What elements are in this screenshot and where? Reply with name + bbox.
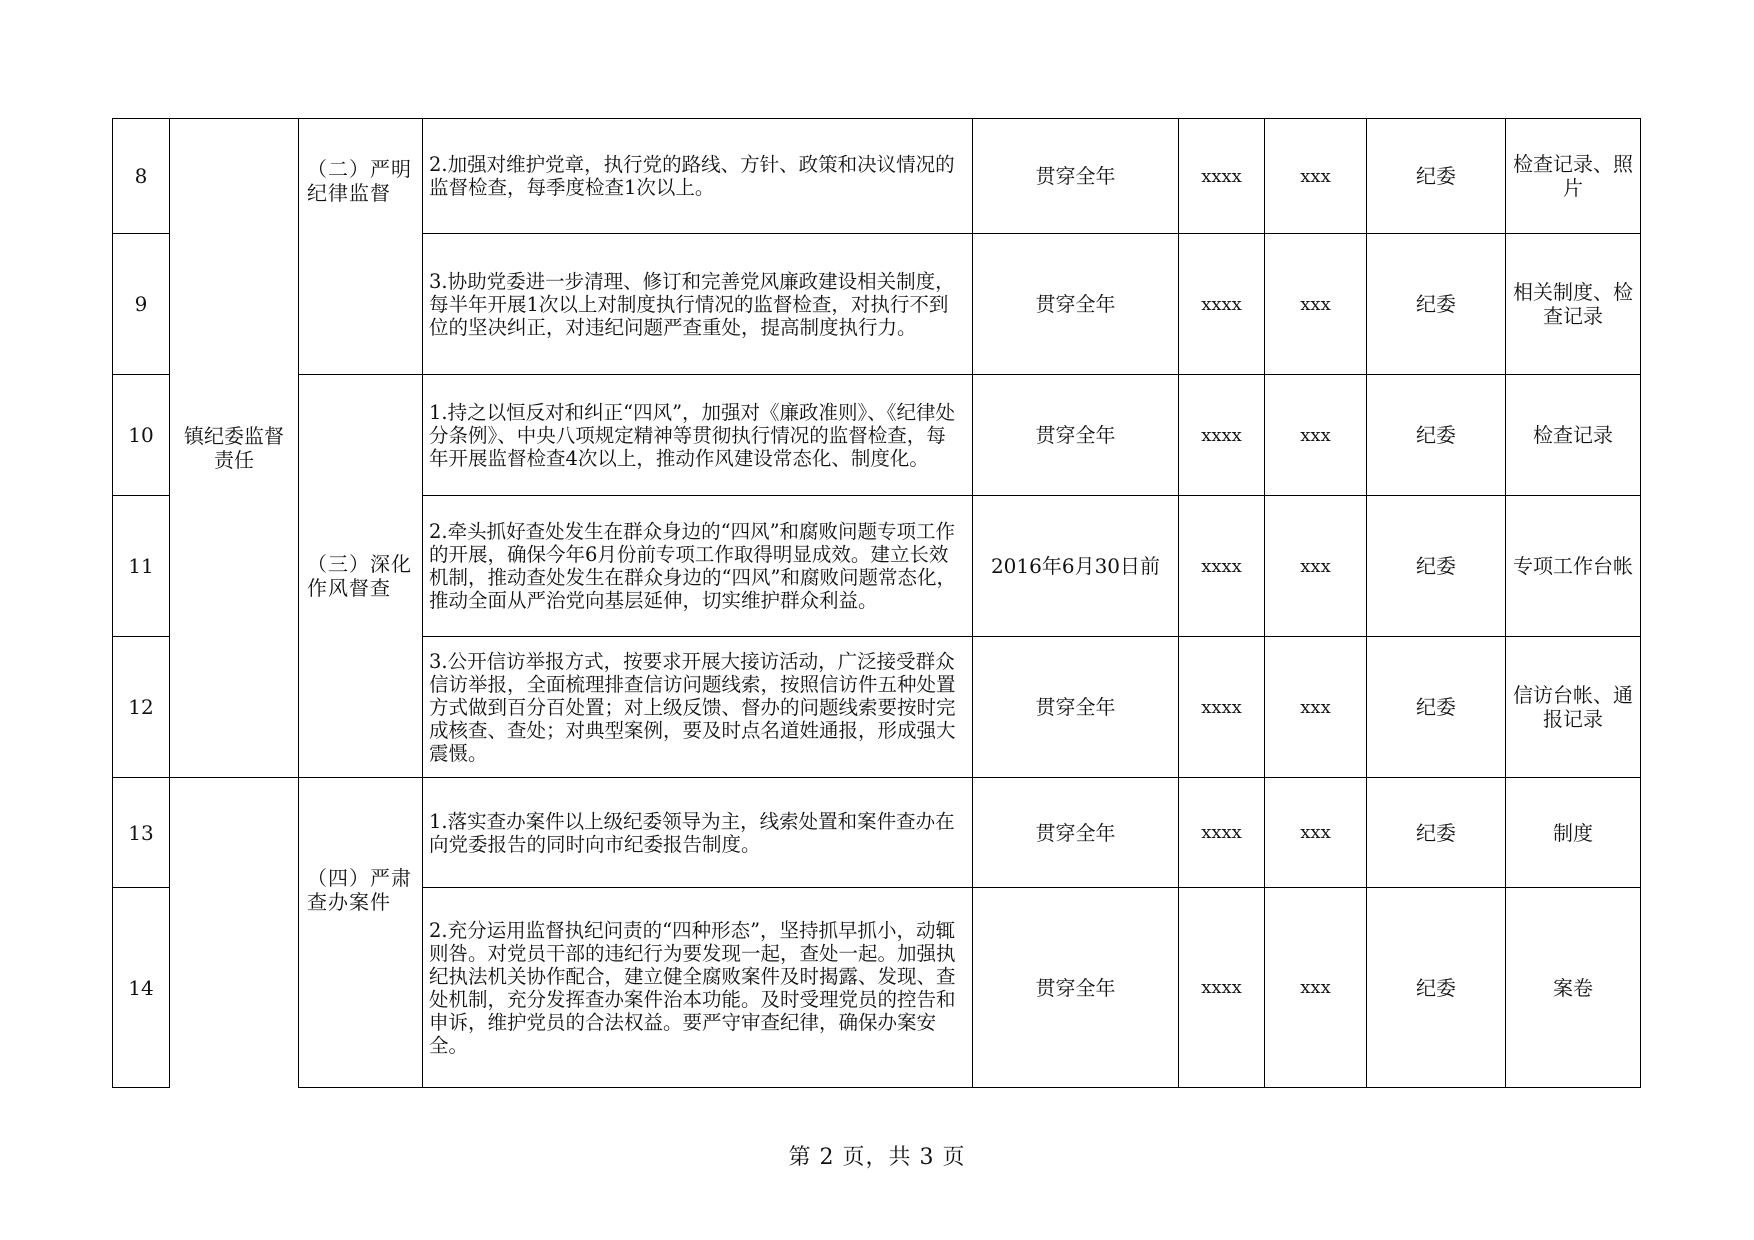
subcategory-label: （三）深化作风督查 [307, 552, 412, 600]
task-cell: 1.落实查办案件以上级纪委领导为主，线索处置和案件查办在向党委报告的同时向市纪委报告制度。 [423, 778, 973, 888]
page-footer: 第 2 页，共 3 页 [788, 1145, 966, 1170]
row-number: 8 [113, 119, 170, 234]
subcategory-label: （四）严肃查办案件 [307, 865, 412, 914]
lead-cell: xxxx [1179, 375, 1265, 496]
owner-cell: xxx [1265, 119, 1367, 234]
department-cell: 纪委 [1367, 375, 1506, 496]
category-blank-cell [170, 778, 299, 1088]
lead-cell: xxxx [1179, 234, 1265, 375]
proof-cell: 检查记录 [1506, 375, 1641, 496]
lead-cell: xxxx [1179, 119, 1265, 234]
time-cell: 贯穿全年 [973, 888, 1179, 1088]
task-cell: 3.公开信访举报方式，按要求开展大接访活动，广泛接受群众信访举报，全面梳理排查信访问题线索，按照信访件五种处置方式做到百分百处置；对上级反馈、督办的问题线索要按时完成核查、查处；对典型案例，要及时点名道姓通报，形成强大震慑。 [423, 637, 973, 778]
subcategory-cell [299, 778, 423, 1088]
duty-table [112, 118, 1641, 1088]
department-cell: 纪委 [1367, 119, 1506, 234]
lead-cell: xxxx [1179, 637, 1265, 778]
lead-cell: xxxx [1179, 888, 1265, 1088]
lead-cell: xxxx [1179, 778, 1265, 888]
task-cell: 2.牵头抓好查处发生在群众身边的“四风”和腐败问题专项工作的开展，确保今年6月份前专项工作取得明显成效。建立长效机制，推动查处发生在群众身边的“四风”和腐败问题常态化，推动全面从严治党向基层延伸，切实维护群众利益。 [423, 496, 973, 637]
department-cell: 纪委 [1367, 637, 1506, 778]
proof-cell: 案卷 [1506, 888, 1641, 1088]
department-cell: 纪委 [1367, 496, 1506, 637]
row-number: 14 [113, 888, 170, 1088]
subcategory-cell [299, 375, 423, 778]
proof-cell: 信访台帐、通报记录 [1506, 637, 1641, 778]
category-cell: 镇纪委监督责任 [170, 119, 299, 778]
row-number: 13 [113, 778, 170, 888]
table-row [113, 778, 1641, 888]
task-cell: 2.充分运用监督执纪问责的“四种形态”，坚持抓早抓小，动辄则咎。对党员干部的违纪行为要发现一起，查处一起。加强执纪执法机关协作配合，建立健全腐败案件及时揭露、发现、查处机制，充分发挥查办案件治本功能。及时受理党员的控告和申诉，维护党员的合法权益。要严守审查纪律，确保办案安全。 [423, 888, 973, 1088]
time-cell: 贯穿全年 [973, 234, 1179, 375]
row-number: 12 [113, 637, 170, 778]
table-row [113, 119, 1641, 234]
proof-cell: 制度 [1506, 778, 1641, 888]
subcategory-label: （二）严明纪律监督 [307, 156, 412, 205]
table-row [113, 375, 1641, 496]
proof-cell: 相关制度、检查记录 [1506, 234, 1641, 375]
time-cell: 贯穿全年 [973, 119, 1179, 234]
department-cell: 纪委 [1367, 778, 1506, 888]
department-cell: 纪委 [1367, 234, 1506, 375]
subcategory-cell [299, 119, 423, 375]
time-cell: 贯穿全年 [973, 778, 1179, 888]
task-cell: 2.加强对维护党章，执行党的路线、方针、政策和决议情况的监督检查，每季度检查1次以上。 [423, 119, 973, 234]
lead-cell: xxxx [1179, 496, 1265, 637]
time-cell: 贯穿全年 [973, 375, 1179, 496]
department-cell: 纪委 [1367, 888, 1506, 1088]
owner-cell: xxx [1265, 637, 1367, 778]
owner-cell: xxx [1265, 496, 1367, 637]
time-cell: 贯穿全年 [973, 637, 1179, 778]
row-number: 11 [113, 496, 170, 637]
row-number: 10 [113, 375, 170, 496]
row-number: 9 [113, 234, 170, 375]
proof-cell: 专项工作台帐 [1506, 496, 1641, 637]
owner-cell: xxx [1265, 778, 1367, 888]
task-cell: 3.协助党委进一步清理、修订和完善党风廉政建设相关制度，每半年开展1次以上对制度执行情况的监督检查，对执行不到位的坚决纠正，对违纪问题严查重处，提高制度执行力。 [423, 234, 973, 375]
owner-cell: xxx [1265, 375, 1367, 496]
owner-cell: xxx [1265, 234, 1367, 375]
task-cell: 1.持之以恒反对和纠正“四风”，加强对《廉政准则》、《纪律处分条例》、中央八项规定精神等贯彻执行情况的监督检查，每年开展监督检查4次以上，推动作风建设常态化、制度化。 [423, 375, 973, 496]
time-cell: 2016年6月30日前 [973, 496, 1179, 637]
owner-cell: xxx [1265, 888, 1367, 1088]
proof-cell: 检查记录、照片 [1506, 119, 1641, 234]
